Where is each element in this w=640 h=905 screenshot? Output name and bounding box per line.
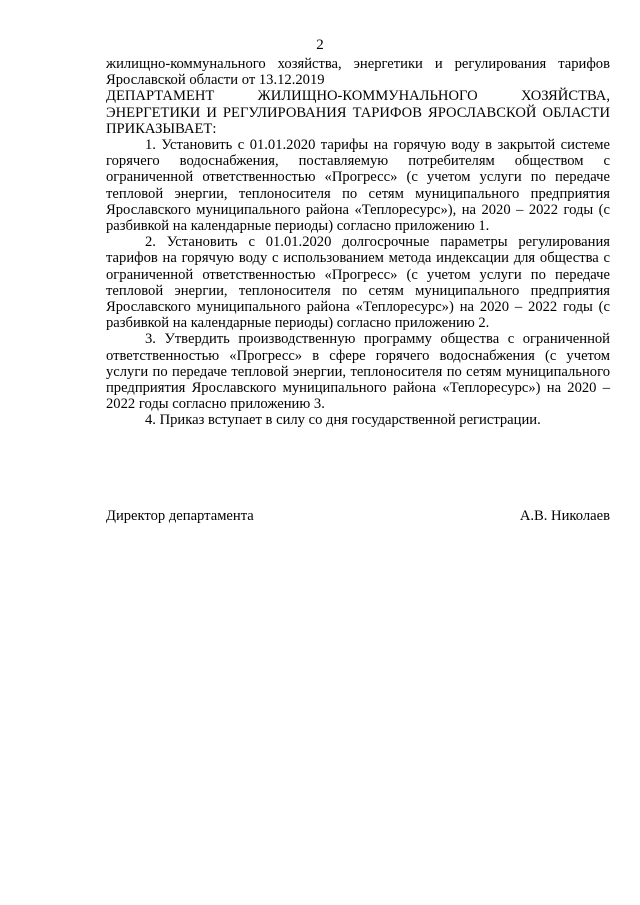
signatory-position: Директор департамента [106, 508, 254, 524]
order-item-3: 3. Утвердить производственную программу общества с ограниченной ответственностью «Прогресс» в сфере горячего водоснабжения (с учетом услуги по передаче тепловой энергии, теплоносителя по сетям муниципального предприятия Ярославского муниципального района «Теплоресурс») на 2020 – 2022 годы согласно приложению 3. [106, 331, 610, 413]
order-item-4: 4. Приказ вступает в силу со дня государственной регистрации. [145, 412, 541, 429]
page-number: 2 [316, 37, 324, 53]
signatory-name: А.В. Николаев [519, 508, 610, 524]
order-heading: ДЕПАРТАМЕНТ ЖИЛИЩНО-КОММУНАЛЬНОГО ХОЗЯЙСТВА, ЭНЕРГЕТИКИ И РЕГУЛИРОВАНИЯ ТАРИФОВ ЯРОСЛАВСКОЙ ОБЛАСТИ ПРИКАЗЫВАЕТ: [106, 88, 610, 137]
order-item-1: 1. Установить с 01.01.2020 тарифы на горячую воду в закрытой системе горячего водоснабжения, поставляемую потребителям обществом с ограниченной ответственностью «Прогресс» (с учетом услуги по передаче тепловой энергии, теплоносителя по сетям муниципального предприятия Ярославского муниципального района «Теплоресурс»), на 2020 – 2022 годы (с разбивкой на календарные периоды) согласно приложению 1. [106, 137, 610, 235]
document-body [106, 56, 610, 429]
order-item-2: 2. Установить с 01.01.2020 долгосрочные параметры регулирования тарифов на горячую воду с использованием метода индексации для общества с ограниченной ответственностью «Прогресс» (с учетом услуги по передаче тепловой энергии, теплоносителя по сетям муниципального предприятия Ярославского муниципального района «Теплоресурс») на 2020 – 2022 годы (с разбивкой на календарные периоды) согласно приложению 2. [106, 234, 610, 332]
intro-paragraph: жилищно-коммунального хозяйства, энергетики и регулирования тарифов Ярославской области от 13.12.2019 [106, 56, 610, 89]
